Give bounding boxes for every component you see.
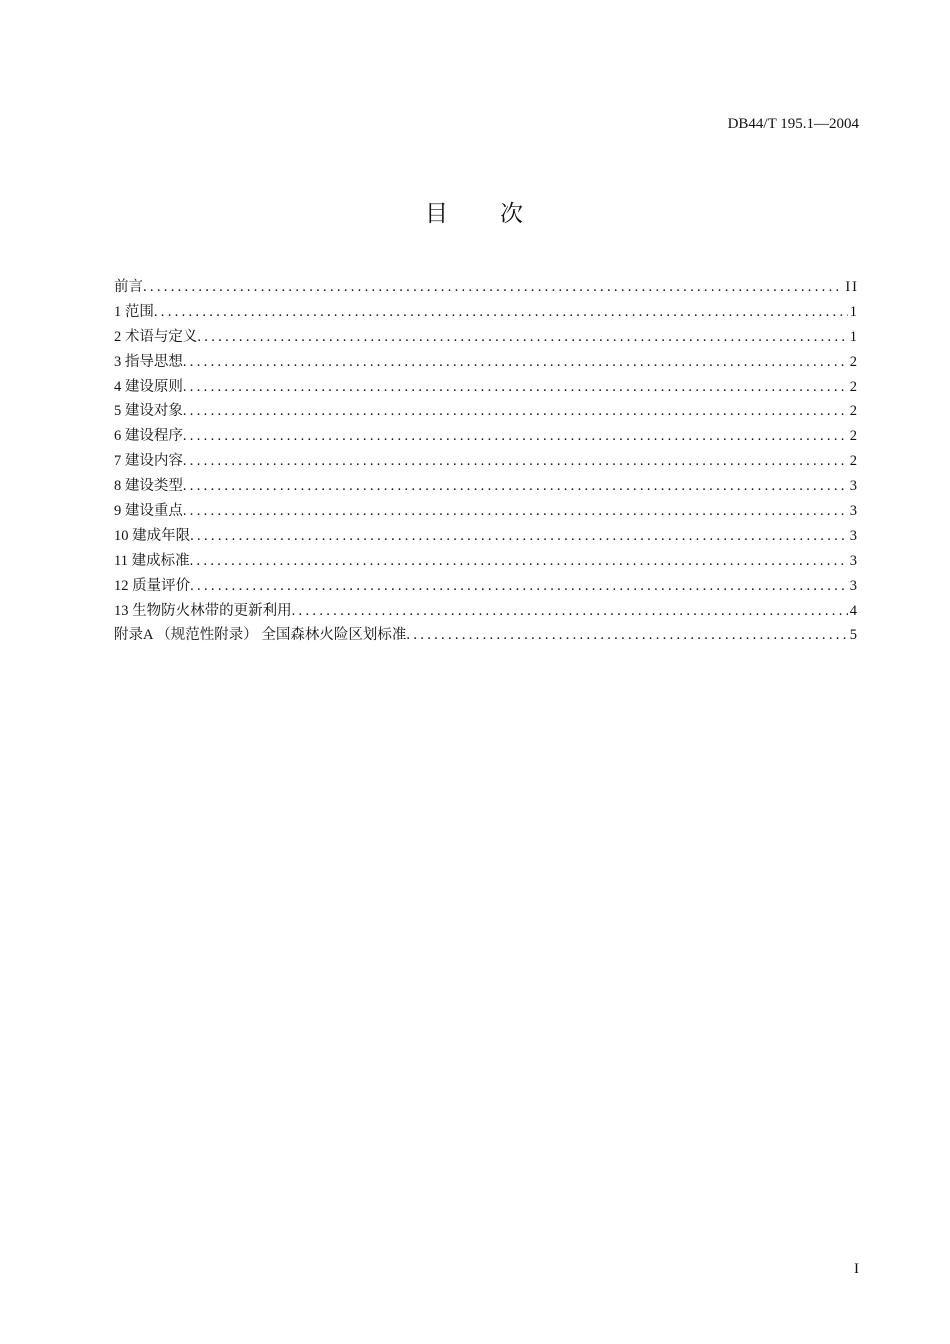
toc-entry-page: 2 xyxy=(849,428,859,445)
toc-entry-page: 1 xyxy=(849,303,859,320)
toc-entry-label: 13 生物防火林带的更新利用 xyxy=(114,602,292,619)
toc-entry-label: 附录A （规范性附录） 全国森林火险区划标准 xyxy=(114,627,407,644)
toc-entry-3[interactable] xyxy=(114,352,859,377)
toc-dot-leader xyxy=(183,352,848,372)
standard-code: DB44/T 195.1—2004 xyxy=(727,116,859,132)
toc-entry-label: 1 范围 xyxy=(114,303,154,320)
toc-entry-page: II xyxy=(845,279,859,295)
toc-entry-6[interactable] xyxy=(114,426,859,451)
toc-dot-leader xyxy=(183,501,848,521)
toc-dot-leader xyxy=(190,576,848,596)
toc-entry-page: 3 xyxy=(849,577,859,594)
toc-dot-leader xyxy=(183,476,848,496)
toc-dot-leader xyxy=(190,551,848,571)
toc-entry-page: 2 xyxy=(849,403,859,420)
toc-entry-page: 2 xyxy=(849,353,859,370)
toc-dot-leader xyxy=(183,401,848,421)
toc-entry-page: 5 xyxy=(849,627,859,644)
toc-dot-leader xyxy=(197,327,847,347)
toc-entry-page: 3 xyxy=(849,527,859,544)
toc-entry-10[interactable] xyxy=(114,526,859,551)
toc-entry-page: 1 xyxy=(849,328,859,345)
toc-entry-label: 前言 xyxy=(114,279,143,295)
toc-entry-11[interactable] xyxy=(114,551,859,576)
toc-entry-4[interactable] xyxy=(114,377,859,402)
toc-dot-leader xyxy=(183,451,848,471)
toc-entry-5[interactable] xyxy=(114,401,859,426)
toc-entry-8[interactable] xyxy=(114,476,859,501)
toc-entry-12[interactable] xyxy=(114,576,859,601)
toc-entry-13[interactable] xyxy=(114,601,859,626)
toc-entry-label: 3 指导思想 xyxy=(114,353,183,370)
toc-entry-label: 8 建设类型 xyxy=(114,478,183,495)
toc-dot-leader xyxy=(406,625,847,645)
toc-entry-label: 10 建成年限 xyxy=(114,527,191,544)
toc-entry-label: 9 建设重点 xyxy=(114,503,183,520)
toc-entry-page: 2 xyxy=(849,453,859,470)
toc-entry-label: 12 质量评价 xyxy=(114,577,191,594)
toc-entry-page: 3 xyxy=(849,478,859,495)
toc-entry-2[interactable] xyxy=(114,327,859,352)
table-of-contents xyxy=(114,277,859,650)
toc-dot-leader xyxy=(143,277,843,297)
toc-entry-page: 3 xyxy=(849,552,859,569)
toc-entry-label: 7 建设内容 xyxy=(114,453,183,470)
toc-dot-leader xyxy=(183,426,848,446)
toc-entry-page: 4 xyxy=(849,602,859,619)
toc-entry-label: 6 建设程序 xyxy=(114,428,183,445)
toc-dot-leader xyxy=(183,377,848,397)
toc-dot-leader xyxy=(292,601,848,621)
toc-entry-label: 11 建成标准 xyxy=(114,552,190,569)
toc-entry-foreword[interactable] xyxy=(114,277,859,302)
toc-entry-page: 2 xyxy=(849,378,859,395)
toc-entry-1[interactable] xyxy=(114,302,859,327)
toc-entry-appendix-a[interactable] xyxy=(114,625,859,650)
toc-entry-label: 5 建设对象 xyxy=(114,403,183,420)
toc-entry-label: 2 术语与定义 xyxy=(114,328,198,345)
toc-entry-9[interactable] xyxy=(114,501,859,526)
toc-entry-label: 4 建设原则 xyxy=(114,378,183,395)
toc-dot-leader xyxy=(190,526,848,546)
page-number: I xyxy=(854,1261,859,1277)
page-title: 目 次 xyxy=(425,201,525,227)
toc-dot-leader xyxy=(154,302,848,322)
toc-entry-page: 3 xyxy=(849,503,859,520)
toc-entry-7[interactable] xyxy=(114,451,859,476)
